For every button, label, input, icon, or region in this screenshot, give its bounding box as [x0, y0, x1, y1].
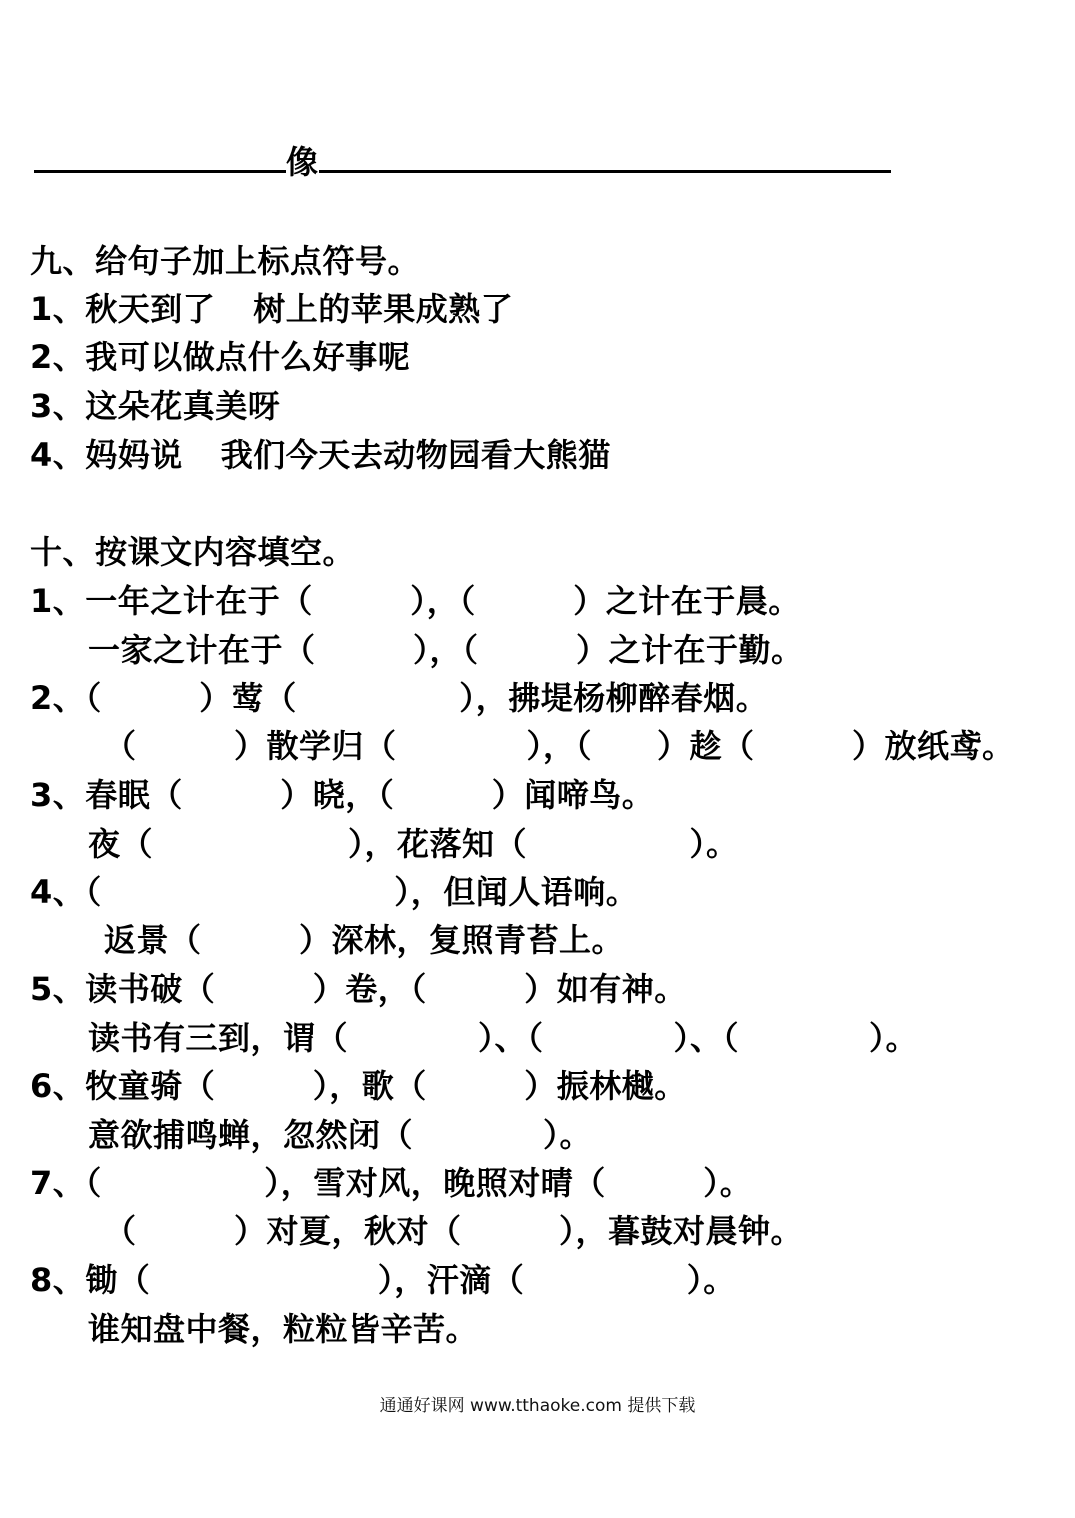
section10-line-12: 意欲捕鸣蝉，忽然闭（ ）。: [88, 1116, 593, 1154]
section10-line-3: 2、（ ）莺（ ），拂堤杨柳醉春烟。: [30, 679, 769, 717]
section10-line-16: 谁知盘中餐，粒粒皆辛苦。: [88, 1310, 479, 1348]
fill-line-xiang: [34, 138, 1055, 186]
section10-line-5: 3、春眠（ ）晓，（ ）闻啼鸟。: [30, 776, 655, 814]
section10-line-15: 8、锄（ ），汗滴（ ）。: [30, 1261, 736, 1299]
section9-item-1: 1、秋天到了 树上的苹果成熟了: [30, 290, 514, 328]
section10-line-9: 5、读书破（ ）卷，（ ）如有神。: [30, 970, 687, 1008]
section10-line-2: 一家之计在于（ ），（ ）之计在于勤。: [88, 631, 804, 669]
footer-source: 通通好课网 www.tthaoke.com 提供下载: [379, 1396, 696, 1416]
section9-item-2: 2、我可以做点什么好事呢: [30, 338, 411, 376]
section10-heading: 十、按课文内容填空。: [30, 533, 356, 571]
section10-line-7: 4、（ ），但闻人语响。: [30, 873, 639, 911]
xiang-char: 像: [286, 143, 319, 181]
section10-line-8: 返景（ ）深林，复照青苔上。: [104, 921, 625, 959]
section10-line-6: 夜（ ），花落知（ ）。: [88, 825, 739, 863]
section10-line-10: 读书有三到，谓（ ）、（ ）、（ ）。: [88, 1019, 919, 1057]
section10-line-11: 6、牧童骑（ ），歌（ ）振林樾。: [30, 1067, 687, 1105]
section9-heading: 九、给句子加上标点符号。: [30, 242, 421, 280]
section10-line-4: （ ）散学归（ ），（ ）趁（ ）放纸鸢。: [104, 727, 1015, 765]
section10-line-13: 7、（ ），雪对风，晚照对晴（ ）。: [30, 1164, 753, 1202]
section10-line-14: （ ）对夏，秋对（ ），暮鼓对晨钟。: [104, 1212, 804, 1250]
section9-item-3: 3、这朵花真美呀: [30, 387, 281, 425]
blank-underline-left[interactable]: [34, 140, 286, 173]
section9-item-4: 4、妈妈说 我们今天去动物园看大熊猫: [30, 436, 611, 474]
section10-line-1: 1、一年之计在于（ ），（ ）之计在于晨。: [30, 582, 801, 620]
blank-underline-right[interactable]: [319, 140, 891, 173]
